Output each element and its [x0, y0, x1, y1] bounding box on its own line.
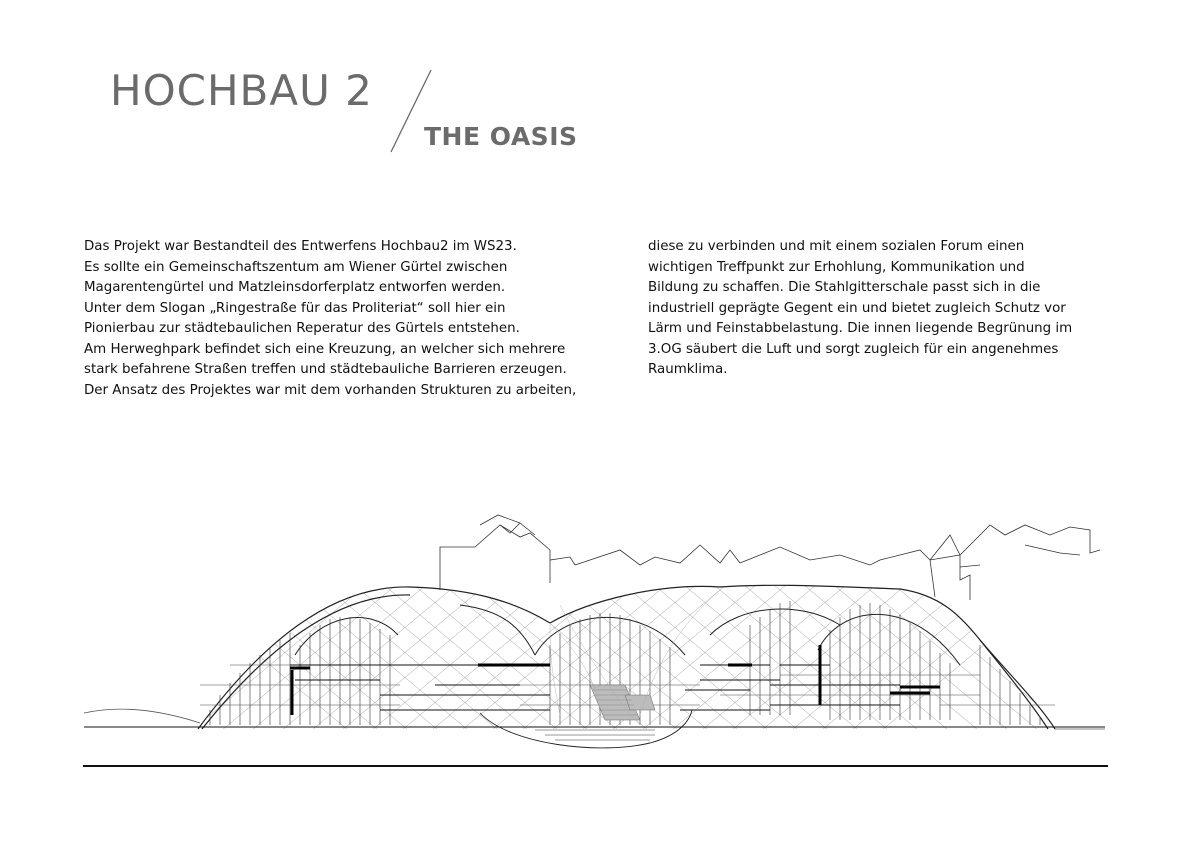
bowl-terraces	[535, 730, 655, 740]
park-hill	[84, 709, 200, 723]
text-line: Der Ansatz des Projektes war mit dem vorhanden Strukturen zu arbeiten,	[84, 382, 577, 398]
text-line: 3.OG säubert die Luft und sorgt zugleich für ein angenehmes	[648, 341, 1059, 357]
description-left-column	[84, 237, 614, 401]
text-line: stark befahrene Straßen treffen und städtebauliche Barrieren erzeugen.	[84, 362, 567, 377]
text-line: Unter dem Slogan „Ringestraße für das Proliteriat“ soll hier ein	[84, 300, 506, 316]
text-line: Pionierbau zur städtebaulichen Reperatur des Gürtels entstehen.	[84, 321, 520, 336]
page-subtitle: THE OASIS	[424, 122, 578, 151]
text-line: Raumklima.	[648, 362, 728, 377]
page-baseline-rule	[83, 765, 1108, 767]
background-buildings	[440, 515, 1100, 600]
text-line: Es sollte ein Gemeinschaftszentum am Wiener Gürtel zwischen	[84, 259, 508, 275]
text-line: diese zu verbinden und mit einem sozialen Forum einen	[648, 239, 1025, 254]
text-line: Bildung zu schaffen. Die Stahlgitterschale passt sich in die	[648, 280, 1041, 295]
text-line: Am Herweghpark befindet sich eine Kreuzung, an welcher sich mehrere	[84, 341, 566, 357]
text-line: Lärm und Feinstabbelastung. Die innen liegende Begrünung im	[648, 321, 1073, 336]
building-section-drawing	[80, 505, 1110, 760]
page-title: HOCHBAU 2	[110, 66, 373, 115]
text-line: wichtigen Treffpunkt zur Erhohlung, Kommunikation und	[648, 259, 1025, 275]
text-line: industriell geprägte Gegent ein und bietet zugleich Schutz vor	[648, 300, 1066, 316]
text-line: Das Projekt war Bestandteil des Entwerfens Hochbau2 im WS23.	[84, 239, 517, 254]
text-line: Magarentengürtel und Matzleinsdorferplatz entworfen werden.	[84, 280, 506, 295]
description-right-column	[648, 237, 1118, 381]
